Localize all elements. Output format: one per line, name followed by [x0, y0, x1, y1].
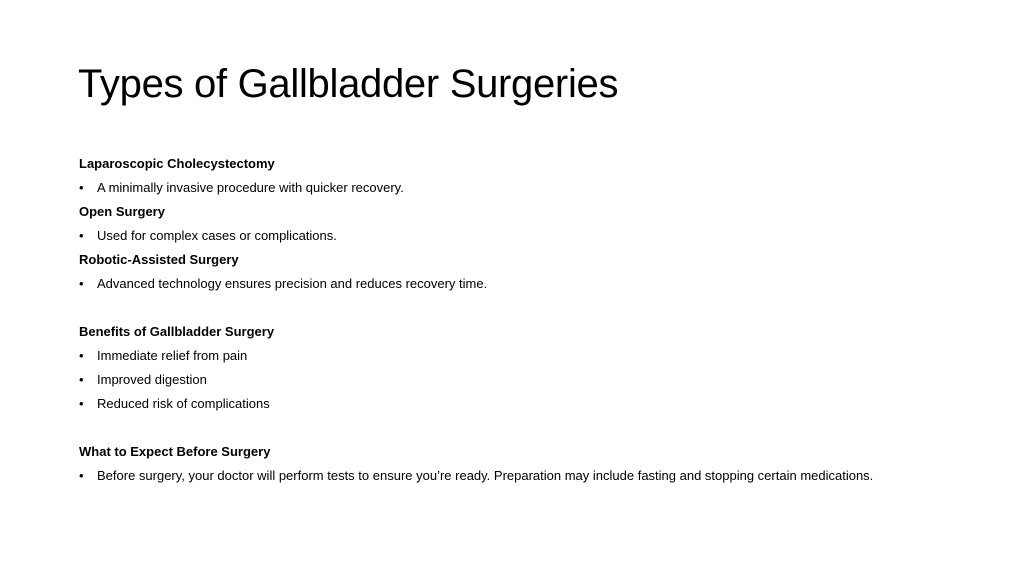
- bullet-item: [79, 224, 939, 248]
- section-heading: Laparoscopic Cholecystectomy: [79, 156, 275, 171]
- bullet-marker: •: [79, 348, 84, 363]
- bullet-text: Advanced technology ensures precision and reduces recovery time.: [97, 276, 488, 291]
- bullet-list: [79, 176, 939, 200]
- bullet-item: [79, 368, 939, 392]
- bullet-text: Improved digestion: [97, 372, 207, 387]
- section-heading: Open Surgery: [79, 204, 165, 219]
- bullet-list: [79, 464, 939, 488]
- bullet-item: [79, 344, 939, 368]
- bullet-item: [79, 392, 939, 416]
- bullet-marker: •: [79, 468, 84, 483]
- spacer: [79, 416, 939, 440]
- bullet-text: Immediate relief from pain: [97, 348, 248, 363]
- bullet-text: Before surgery, your doctor will perform tests to ensure you’re ready. Preparation may include fasting and stopping certain medications.: [97, 468, 874, 483]
- slide-title: Types of Gallbladder Surgeries: [78, 62, 619, 106]
- bullet-item: [79, 464, 939, 488]
- slide-body: [79, 152, 939, 488]
- bullet-marker: •: [79, 276, 84, 291]
- bullet-text: Used for complex cases or complications.: [97, 228, 337, 243]
- bullet-marker: •: [79, 180, 84, 195]
- bullet-item: [79, 272, 939, 296]
- bullet-marker: •: [79, 372, 84, 387]
- bullet-marker: •: [79, 396, 84, 411]
- section-heading: Benefits of Gallbladder Surgery: [79, 324, 275, 339]
- spacer: [79, 296, 939, 320]
- bullet-marker: •: [79, 228, 84, 243]
- bullet-item: [79, 176, 939, 200]
- bullet-text: Reduced risk of complications: [97, 396, 270, 411]
- bullet-list: [79, 344, 939, 416]
- bullet-list: [79, 272, 939, 296]
- bullet-text: A minimally invasive procedure with quicker recovery.: [97, 180, 404, 195]
- bullet-list: [79, 224, 939, 248]
- section-heading: Robotic-Assisted Surgery: [79, 252, 239, 267]
- section-heading: What to Expect Before Surgery: [79, 444, 271, 459]
